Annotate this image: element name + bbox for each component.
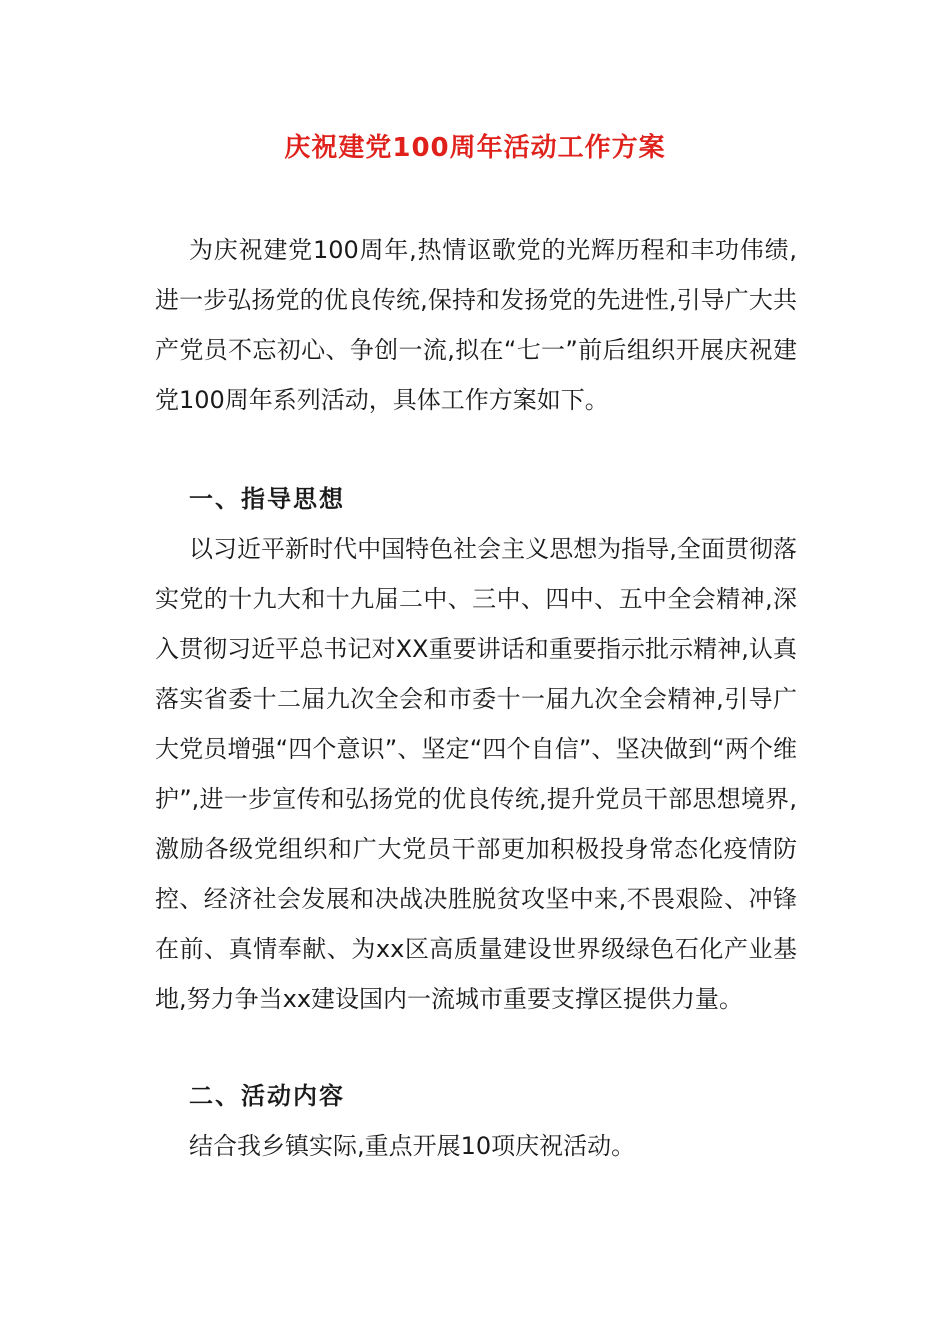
document-title: 庆祝建党100周年活动工作方案	[284, 133, 666, 163]
section-heading-activity-content: 二、活动内容	[189, 1082, 345, 1110]
guiding-ideology-paragraph: 以习近平新时代中国特色社会主义思想为指导,全面贯彻落实党的十九大和十九届二中、三中、四中、五中全会精神,深入贯彻习近平总书记对XX重要讲话和重要指示批示精神,认真落实省委十二届九次全会和市委十一届九次全会精神,引导广大党员增强“四个意识”、坚定“四个自信”、坚决做到“两个维护”,进一步宣传和弘扬党的优良传统,提升党员干部思想境界,激励各级党组织和广大党员干部更加积极投身常态化疫情防控、经济社会发展和决战决胜脱贫攻坚中来,不畏艰险、冲锋在前、真情奉献、为xx区高质量建设世界级绿色石化产业基地,努力争当xx建设国内一流城市重要支撑区提供力量。	[155, 535, 797, 1013]
activity-content-paragraph: 结合我乡镇实际,重点开展10项庆祝活动。	[189, 1132, 636, 1160]
intro-paragraph: 为庆祝建党100周年,热情讴歌党的光辉历程和丰功伟绩,进一步弘扬党的优良传统,保持和发扬党的先进性,引导广大共产党员不忘初心、争创一流,拟在“七一”前后组织开展庆祝建党100周年系列活动，具体工作方案如下。	[155, 236, 797, 414]
section-heading-guiding-ideology: 一、指导思想	[189, 485, 345, 513]
